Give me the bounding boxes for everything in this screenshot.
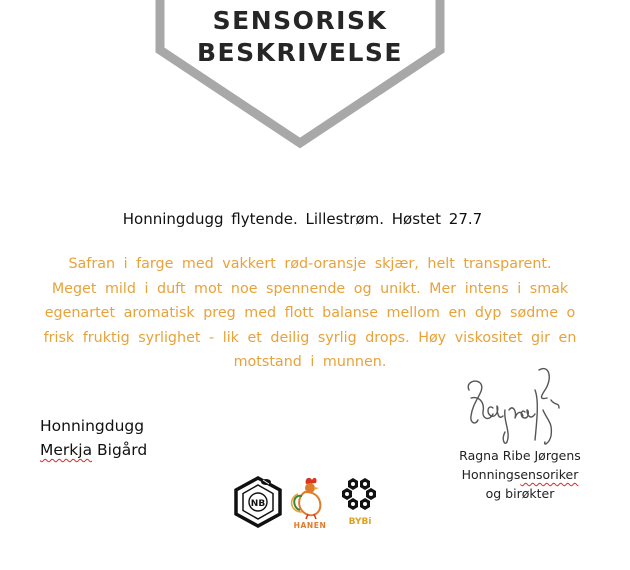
- description-line: Safran i farge med vakkert rød-oransje skjær, helt transparent.: [68, 256, 552, 272]
- nb-logo-text: NB: [250, 499, 266, 509]
- handwritten-signature: [455, 360, 570, 450]
- bybi-logo-text: BYBi: [348, 517, 372, 527]
- description-line: egenartet aromatisk preg med flott balanse mellom en dyp sødme o: [44, 305, 576, 321]
- nb-hexagon-bee-logo-icon: [233, 476, 283, 528]
- signer-role-prefix: Honnings: [461, 467, 521, 482]
- producer-product: Honningdugg: [40, 417, 145, 435]
- signer-block: [440, 446, 600, 503]
- signer-role: [440, 465, 600, 484]
- description-line: motstand i munnen.: [233, 354, 387, 370]
- badge-title-line-1: SENSORISK: [212, 6, 388, 35]
- sensory-description: [0, 252, 630, 375]
- product-subtitle: Honningdugg flytende. Lillestrøm. Høstet 27.7: [122, 210, 483, 228]
- rooster-logo-icon: [288, 474, 332, 530]
- badge-title-line-2: BESKRIVELSE: [196, 38, 403, 67]
- honeycomb-logo-icon: [337, 476, 383, 528]
- producer-block: [40, 414, 147, 462]
- description-line: frisk fruktig syrlighet - lik et deilig syrlig drops. Høy viskositet gir en: [43, 329, 577, 346]
- producer-name: [40, 438, 147, 462]
- producer-name-second: Bigård: [97, 441, 148, 459]
- signer-name: Ragna Ribe Jørgens: [459, 448, 581, 463]
- signer-role-underlined: ensoriker: [520, 467, 579, 482]
- description-line: Meget mild i duft mot noe spennende og unikt. Mer intens i smak: [51, 280, 569, 297]
- hanen-logo-text: HANEN: [293, 521, 327, 530]
- signer-role-2: og birøkter: [485, 486, 555, 501]
- producer-name-first: Merkja: [40, 441, 93, 459]
